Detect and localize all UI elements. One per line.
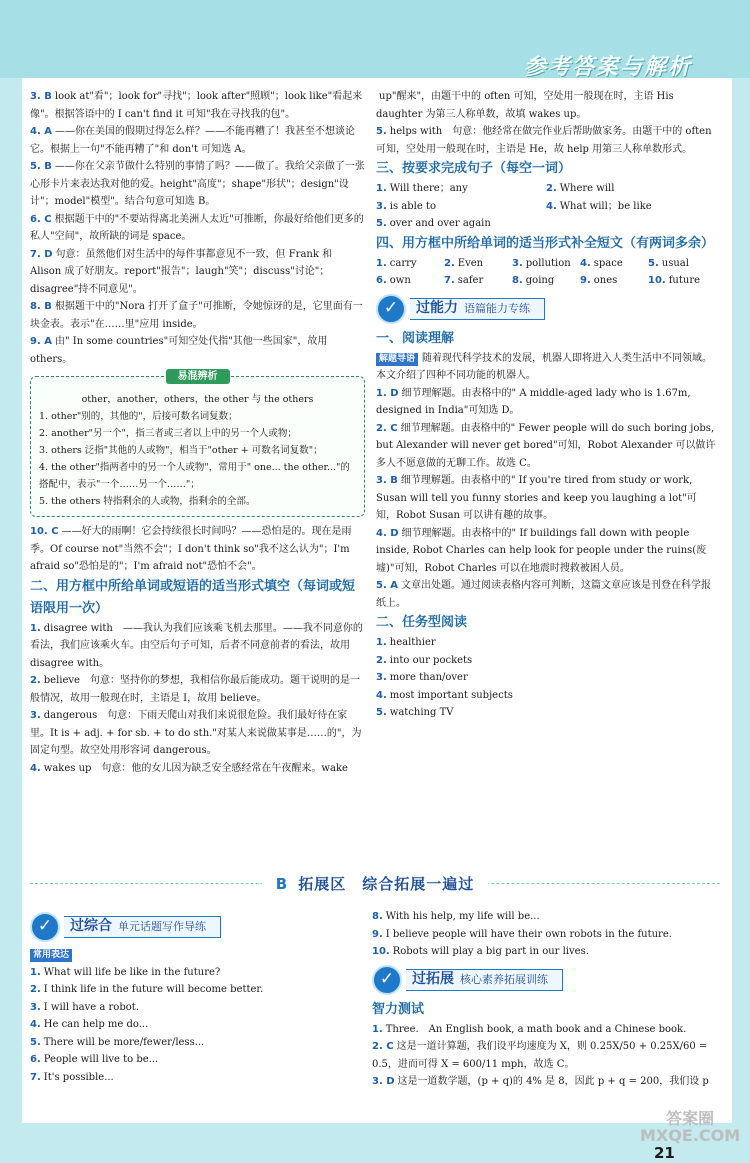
sentence-answer-cell — [546, 198, 716, 216]
tip-box — [30, 371, 365, 517]
tip-box-title: other，another，others，the other 与 the others — [81, 394, 314, 405]
expression-item — [30, 981, 365, 999]
answer-item — [30, 523, 365, 576]
item-text: 根据题干中的"Nora 打开了盒子"可推断，令她惊讶的是，它里面有一块金表。表示"在……里"应用 inside。 — [30, 301, 363, 330]
item-number: 5. — [376, 707, 387, 718]
bottom-right-column — [372, 908, 717, 1091]
expression-item — [30, 999, 365, 1017]
item-number: 4. A — [30, 126, 52, 137]
reading-intro — [376, 350, 716, 385]
bottom-left-column — [30, 908, 365, 1086]
item-text: future — [668, 275, 701, 286]
item-number: 1. — [30, 622, 41, 634]
item-number: 6. — [30, 1054, 41, 1065]
cloze-answer-cell — [512, 255, 580, 273]
item-number: 4. — [580, 257, 591, 269]
item-text: ——你在父亲节做什么特别的事情了吗？——做了。我给父亲做了一张心形卡片来表达我对他的爱。height"高度"；shape"形状"；design"设计"；model"模型"。结合句意可知选 B。 — [30, 161, 365, 207]
item-text: going — [525, 275, 555, 286]
item-number: 2. — [546, 183, 557, 194]
fill-blank-item — [30, 760, 365, 778]
bottom-strip — [0, 1123, 750, 1163]
item-number: 10. — [648, 275, 666, 286]
item-number: 2. — [30, 984, 41, 995]
item-text: 句意：虽然他们对生活中的每件事都意见不一致，但 Frank 和 Alison 成了好朋友。report"报告"；laugh"笑"；discuss"讨论"；disagree"持不同意见"。 — [30, 248, 333, 295]
item-number: 9. — [372, 928, 383, 940]
task-item — [376, 687, 716, 705]
left-column — [30, 88, 365, 777]
reading-item — [376, 385, 716, 420]
item-number: 2. C — [372, 1041, 394, 1052]
right-column — [376, 88, 716, 722]
item-number: 1. — [376, 637, 387, 648]
item-text: carry — [389, 257, 417, 269]
item-number: 3. — [376, 200, 387, 212]
item-text: own — [389, 275, 411, 286]
answer-item — [30, 158, 365, 211]
banner-expansion-main: 过拓展 — [412, 970, 454, 987]
item-text: I believe people will have their own robots in the future. — [385, 928, 672, 940]
cloze-answer-cell — [444, 255, 512, 273]
item-text: ones — [593, 275, 618, 286]
cloze-answer-row — [376, 272, 716, 290]
fill-blank-item — [30, 620, 365, 673]
item-number: 3. — [512, 257, 523, 269]
tip-box-label: 易混辨析 — [166, 369, 230, 384]
expansion-section-bar — [30, 868, 720, 898]
cloze-answer-cell — [376, 255, 444, 273]
item-number: 9. A — [30, 336, 52, 347]
answer-item — [376, 88, 716, 123]
item-number: 5. — [30, 1036, 41, 1048]
item-text: 细节理解题。由表格中的" If buildings fall down with people inside, Robot Charles can help look for people under the ruins(废墟)"可知，Robot Charles 可以在地震时搜救被困人员。 — [376, 527, 707, 574]
sentence-answer-row — [376, 215, 716, 233]
item-number: 1. — [372, 1023, 383, 1035]
task-item — [376, 652, 716, 670]
task-item — [376, 704, 716, 722]
item-number: 5. — [648, 257, 659, 269]
item-text: 细节理解题。由表格中的" Fewer people will do such boring jobs, but Alexander will never get bored"可知，Robot Alexander 可以做许多人不愿意做的无聊工作。故选 C。 — [376, 422, 716, 469]
item-text: Where will — [559, 183, 615, 194]
reading-intro-tag: 解题导语 — [376, 353, 418, 366]
section-3-title: 三、按要求完成句子（每空一词） — [376, 161, 572, 176]
sentence-answer-cell — [376, 180, 546, 198]
banner-writing-main: 过综合 — [70, 918, 112, 935]
item-number: 2. — [444, 257, 455, 269]
item-text: healthier — [389, 637, 436, 648]
item-text: What will life be like in the future? — [43, 966, 221, 978]
item-number: 1. — [30, 966, 41, 978]
item-text: disagree with ——我认为我们应该乘飞机去那里。——我不同意你的看法，我们应该乘火车。由空后句子可知，后者不同意前者的看法，故用 disagree with。 — [30, 622, 363, 669]
item-text: 细节理解题。由表格中的" A middle-aged lady who is 1.67m, designed in India"可知选 D。 — [376, 387, 691, 416]
check-icon: ✓ — [376, 294, 406, 324]
sentence-answer-cell — [376, 198, 546, 216]
item-number: 9. — [580, 275, 591, 286]
item-number: 10. C — [30, 526, 59, 537]
tip-line: 2. another"另一个"，指三者或三者以上中的另一个人或物； — [39, 428, 297, 439]
fill-blank-item — [30, 707, 365, 760]
item-number: 4. — [546, 200, 557, 212]
item-number: 1. — [376, 183, 387, 194]
answer-item — [30, 211, 365, 246]
sentence-answer-cell — [376, 215, 716, 233]
item-text: pollution — [525, 257, 571, 269]
answer-item — [30, 333, 365, 368]
item-number: 4. — [30, 1019, 41, 1030]
reading-item — [376, 525, 716, 578]
item-text: wakes up 句意：他的女儿因为缺乏安全感经常在午夜醒来。wake — [43, 762, 348, 774]
right-margin-strip — [732, 78, 750, 1163]
reading-item — [376, 420, 716, 473]
item-text: He can help me do... — [43, 1019, 149, 1030]
item-number: 3. — [376, 672, 387, 683]
fill-blank-item — [30, 672, 365, 707]
answer-item — [30, 88, 365, 123]
cloze-answer-cell — [648, 255, 716, 273]
mid-title: 拓展区 综合拓展一遍过 — [298, 874, 475, 893]
item-text: 细节理解题。由表格中的" If you're tired from study or work, Susan will tell you funny stories and keep you laughing a lot"可知，Robot Susan 可以讲有趣的故事。 — [376, 475, 697, 521]
task-item — [376, 669, 716, 687]
banner-expansion-sub: 核心素养拓展训练 — [460, 972, 548, 986]
item-text: most important subjects — [389, 689, 513, 701]
item-text: 文章出处题。通过阅读表格内容可判断，这篇文章应该是刊登在科学报纸上。 — [376, 580, 711, 609]
item-number: 8. B — [30, 301, 52, 312]
item-number: 5. — [376, 218, 387, 229]
item-number: 4. D — [376, 527, 399, 539]
cloze-answer-cell — [580, 255, 648, 273]
iq-item — [372, 1038, 717, 1073]
expression-item — [372, 908, 717, 926]
item-text: safer — [457, 275, 484, 286]
item-number: 6. C — [30, 213, 52, 225]
reading-item — [376, 472, 716, 525]
watermark — [640, 1110, 740, 1144]
item-number: 8. — [512, 275, 523, 286]
item-text: I will have a robot. — [43, 1001, 139, 1013]
item-text: With his help, my life will be... — [385, 911, 540, 922]
item-text: What will；be like — [559, 200, 652, 212]
item-text: It's possible... — [43, 1071, 114, 1083]
item-number: 6. — [376, 275, 387, 286]
item-text: usual — [661, 257, 689, 269]
expression-item — [30, 1051, 365, 1069]
header-title: 参考答案与解析 — [523, 55, 692, 80]
item-text: Will there；any — [389, 183, 468, 194]
tip-line: 5. the others 特指剩余的人或物，指剩余的全部。 — [39, 496, 256, 507]
cloze-answer-cell — [580, 272, 648, 290]
item-text: up"醒来"，由题干中的 often 可知，空处用一般现在时，主语 His daughter 为第三人称单数，故填 wakes up。 — [376, 91, 674, 120]
banner-writing-sub: 单元话题写作导练 — [118, 920, 206, 934]
item-number: 3. — [30, 1001, 41, 1013]
item-number: 3. D — [372, 1076, 395, 1087]
expression-item — [30, 1069, 365, 1087]
page-number: 21 — [654, 1144, 675, 1162]
item-text: There will be more/fewer/less... — [43, 1036, 205, 1048]
item-text: 由" In some countries"可知空处代指"其他一些国家"，故用 others。 — [30, 336, 328, 365]
banner-ability — [376, 294, 716, 324]
mid-letter: B — [275, 874, 289, 893]
item-text: into our pockets — [389, 654, 473, 666]
item-text: is able to — [389, 200, 436, 212]
item-number: 2. — [30, 675, 41, 686]
item-text: ——你在美国的假期过得怎么样？——不能再糟了！我甚至不想谈论它。根据上一句"不能再糟了"和 don't 可知选 A。 — [30, 126, 355, 155]
item-text: look at"看"；look for"寻找"；look after"照顾"；look like"看起来像"。根据答语中的 I can't find it 可知"我在寻找我的包"。 — [30, 91, 363, 120]
item-text: 根据题干中的"不要站得离北美洲人太近"可推断，你最好给他们更多的私人"空间"，故所缺的词是 space。 — [30, 213, 364, 242]
banner-ability-sub: 语篇能力专练 — [464, 301, 530, 315]
tip-line: 1. other"别的，其他的"，后接可数名词复数； — [39, 411, 238, 422]
reading-title: 一、阅读理解 — [376, 330, 455, 346]
item-text: 这是一道计算题，我们设平均速度为 X，则 0.25X/50 + 0.25X/60 = 0.5，进而可得 X = 600/11 mph，故选 C。 — [372, 1041, 708, 1070]
item-number: 5. A — [376, 580, 398, 591]
banner-writing — [30, 912, 365, 942]
item-number: 1. — [376, 257, 387, 269]
left-margin-strip — [0, 78, 22, 1163]
item-text: over and over again — [389, 218, 491, 229]
item-text: watching TV — [389, 707, 454, 718]
watermark-line1: 答案圈 — [666, 1109, 715, 1128]
item-text: Robots will play a big part in our lives. — [392, 946, 589, 957]
item-number: 7. — [30, 1071, 41, 1083]
item-number: 4. — [30, 762, 41, 774]
sentence-answer-row — [376, 198, 716, 216]
item-text: more than/over — [389, 672, 468, 683]
check-icon: ✓ — [30, 912, 60, 942]
item-number: 7. D — [30, 248, 53, 260]
reading-item — [376, 577, 716, 612]
item-text: Even — [457, 257, 484, 269]
expression-item — [372, 943, 717, 961]
item-number: 5. — [376, 126, 387, 137]
header-band — [0, 0, 750, 78]
cloze-answer-cell — [648, 272, 716, 290]
iq-title: 智力测试 — [372, 1001, 425, 1017]
tip-line: 3. others 泛指"其他的人或物"，相当于"other + 可数名词复数"； — [39, 445, 323, 456]
item-number: 10. — [372, 946, 390, 957]
item-text: Three. An English book, a math book and a Chinese book. — [385, 1023, 687, 1035]
cloze-answer-cell — [376, 272, 444, 290]
item-text: believe 句意：坚持你的梦想，我相信你最后能成功。题干说明的是一般情况，故用一般现在时，主语是 I，故用 believe。 — [30, 675, 360, 704]
task-item — [376, 634, 716, 652]
sentence-answer-cell — [546, 180, 716, 198]
watermark-line2: MXQE.COM — [640, 1126, 741, 1145]
item-text: helps with 句意：他经常在做完作业后帮助做家务。由题干中的 often 可知，空处用一般现在时，主语是 He，故 help 用第三人称单数形式。 — [376, 126, 712, 155]
item-text: People will live to be... — [43, 1054, 159, 1065]
expression-item — [30, 964, 365, 982]
item-number: 1. D — [376, 387, 399, 399]
item-number: 3. B — [376, 475, 398, 486]
section-4-title: 四、用方框中所给单词的适当形式补全短文（有两词多余） — [376, 235, 715, 251]
iq-item — [372, 1021, 717, 1039]
item-text: space — [593, 257, 623, 269]
answer-item — [30, 123, 365, 158]
cloze-answer-cell — [444, 272, 512, 290]
item-text: dangerous 句意：下雨天爬山对我们来说很危险。我们最好待在家里。It is + adj. + for sb. + to do sth."对某人来说做某事是……的"，为固定句型。故空处用形容词 dangerous。 — [30, 710, 362, 756]
answer-item — [30, 246, 365, 299]
task-title: 二、任务型阅读 — [376, 615, 468, 630]
banner-ability-main: 过能力 — [416, 299, 458, 316]
item-text: I think life in the future will become better. — [43, 984, 264, 995]
banner-expansion — [372, 965, 717, 995]
writing-tag: 常用表达 — [30, 949, 72, 962]
item-text: 这是一道数学题，(p + q)的 4% 是 8，因此 p + q = 200，我们设 p — [397, 1076, 709, 1087]
check-icon: ✓ — [372, 965, 402, 995]
expression-item — [372, 926, 717, 944]
expression-item — [30, 1034, 365, 1052]
cloze-answer-cell — [512, 272, 580, 290]
iq-item — [372, 1073, 717, 1091]
item-number: 2. — [376, 654, 387, 666]
item-number: 3. — [30, 710, 41, 721]
section-2-title: 二、用方框中所给单词或短语的适当形式填空（每词或短语限用一次） — [30, 578, 356, 616]
sentence-answer-row — [376, 180, 716, 198]
item-number: 8. — [372, 911, 383, 922]
answer-item — [30, 298, 365, 333]
item-number: 7. — [444, 275, 455, 286]
cloze-answer-row — [376, 255, 716, 273]
item-number: 4. — [376, 689, 387, 701]
answer-item — [376, 123, 716, 158]
item-number: 3. B — [30, 91, 52, 102]
item-text: ——好大的雨啊！它会持续很长时间吗？——恐怕是的。现在是雨季。Of course not"当然不会"；I don't think so"我不这么认为"；I'm afraid so"恐怕是的"；I'm afraid not"恐怕不会"。 — [30, 526, 352, 572]
tip-line: 4. the other"指两者中的另一个人或物"，常用于" one... the other..."的搭配中，表示"一个……另一个……"； — [39, 462, 350, 490]
expression-item — [30, 1016, 365, 1034]
item-number: 2. C — [376, 422, 398, 434]
item-number: 5. B — [30, 161, 52, 172]
reading-intro-text: 随着现代科学技术的发展，机器人即将进入人类生活中不同领域。本文介绍了四种不同功能的机器人。 — [376, 352, 713, 381]
